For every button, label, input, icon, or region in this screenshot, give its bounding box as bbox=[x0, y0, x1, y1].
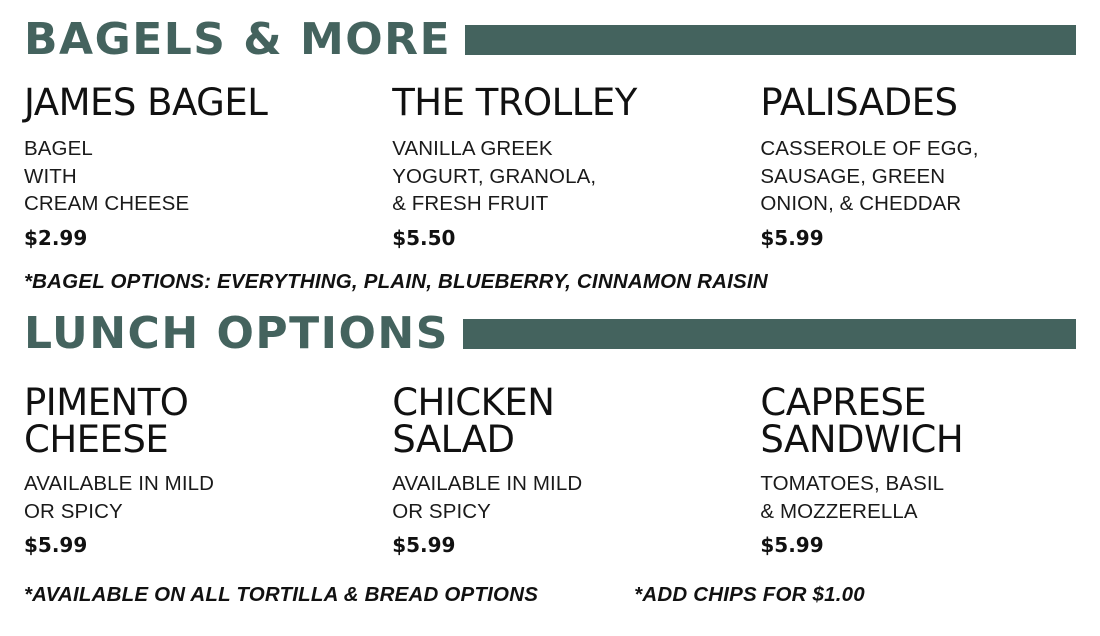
item-price: $5.99 bbox=[760, 226, 824, 251]
section-header-bagels bbox=[24, 14, 1076, 65]
item-price: $5.99 bbox=[24, 533, 88, 558]
menu-item-the-trolley bbox=[392, 81, 760, 251]
lunch-chips-note: *ADD CHIPS FOR $1.00 bbox=[634, 583, 865, 607]
item-description: AVAILABLE IN MILD OR SPICY bbox=[24, 472, 215, 523]
menu-item-pimento-cheese bbox=[24, 381, 392, 558]
item-name: THE TROLLEY bbox=[392, 81, 637, 124]
menu-item-chicken-salad bbox=[392, 381, 760, 558]
item-price: $2.99 bbox=[24, 226, 88, 251]
bagel-options-note: *BAGEL OPTIONS: EVERYTHING, PLAIN, BLUEBERRY, CINNAMON RAISIN bbox=[24, 270, 768, 294]
menu-items-bagels bbox=[24, 81, 1076, 251]
menu-items-lunch bbox=[24, 381, 1076, 558]
item-name: CAPRESE SANDWICH bbox=[760, 381, 964, 462]
item-price: $5.99 bbox=[392, 533, 456, 558]
lunch-bread-note: *AVAILABLE ON ALL TORTILLA & BREAD OPTIONS bbox=[24, 583, 539, 607]
item-name: JAMES BAGEL bbox=[24, 81, 268, 124]
section-header-lunch bbox=[24, 308, 1076, 360]
item-description: TOMATOES, BASIL & MOZZERELLA bbox=[760, 472, 945, 523]
item-name: PALISADES bbox=[760, 81, 958, 124]
item-price: $5.50 bbox=[392, 226, 456, 251]
menu-page bbox=[0, 14, 1100, 636]
item-description: AVAILABLE IN MILD OR SPICY bbox=[392, 472, 583, 523]
item-name: CHICKEN SALAD bbox=[392, 381, 555, 462]
item-name: PIMENTO CHEESE bbox=[24, 381, 189, 462]
section-title-bagels: BAGELS & MORE bbox=[24, 14, 452, 65]
item-description: CASSEROLE OF EGG, SAUSAGE, GREEN ONION, & CHEDDAR bbox=[760, 137, 979, 216]
menu-item-caprese-sandwich bbox=[760, 381, 1076, 558]
item-price: $5.99 bbox=[760, 533, 824, 558]
menu-item-palisades bbox=[760, 81, 1076, 251]
item-description: VANILLA GREEK YOGURT, GRANOLA, & FRESH FRUIT bbox=[392, 137, 597, 216]
section-band-fill bbox=[463, 319, 1076, 349]
bagel-options-note-row bbox=[24, 270, 1076, 294]
menu-item-james-bagel bbox=[24, 81, 392, 251]
item-description: BAGEL WITH CREAM CHEESE bbox=[24, 137, 190, 216]
section-band-fill bbox=[465, 25, 1076, 55]
lunch-notes-row bbox=[24, 583, 1076, 607]
section-title-lunch: LUNCH OPTIONS bbox=[24, 308, 449, 360]
